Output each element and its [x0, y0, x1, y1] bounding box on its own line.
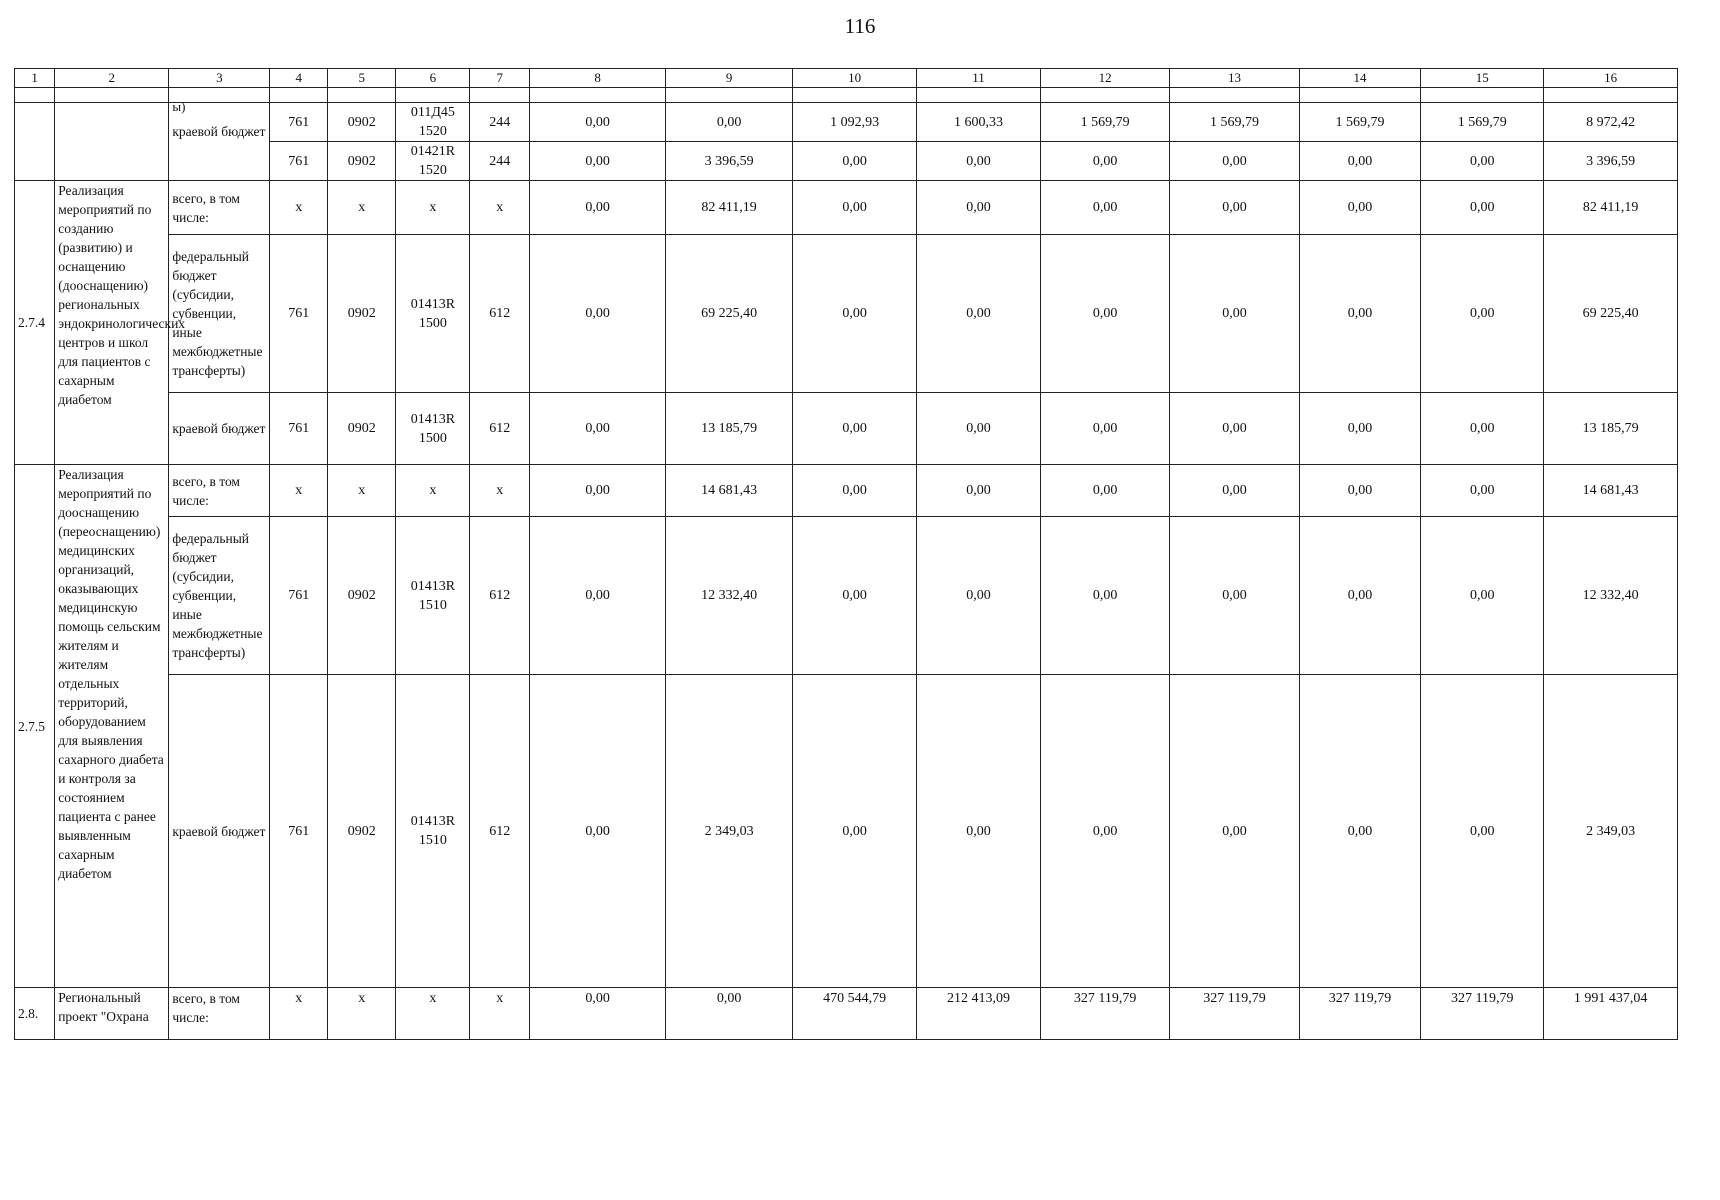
code-cell-4: 761: [270, 517, 328, 675]
funding-source: федеральный бюджет (субсидии, субвенции, иные межбюджетные трансферты): [169, 235, 270, 393]
value-cell: 0,00: [1299, 675, 1421, 988]
funding-source: краевой бюджет: [169, 675, 270, 988]
column-header: 7: [470, 69, 530, 88]
item-description: Региональный проект "Охрана: [55, 988, 169, 1040]
code-cell-5: х: [328, 181, 396, 235]
value-cell: 0,00: [1299, 517, 1421, 675]
column-header: 16: [1544, 69, 1678, 88]
value-cell: 0,00: [530, 235, 666, 393]
empty-cell: [1421, 88, 1544, 103]
value-cell: 0,00: [1421, 517, 1544, 675]
value-cell: 0,00: [793, 235, 917, 393]
value-cell: 8 972,42: [1544, 103, 1678, 142]
empty-cell: [793, 88, 917, 103]
item-description: Реализация мероприятий по созданию (развитию) и оснащению (дооснащению) региональных эндокринологических центров и школ для пациентов с сахарным диабетом: [55, 181, 169, 465]
value-cell: 0,00: [1170, 675, 1299, 988]
item-number: 2.8.: [15, 988, 55, 1040]
value-cell: 0,00: [530, 142, 666, 181]
item-row: [15, 465, 1678, 517]
code-cell-7: 612: [470, 393, 530, 465]
value-cell: 212 413,09: [917, 988, 1041, 1040]
value-cell: 0,00: [1170, 517, 1299, 675]
value-cell: 1 600,33: [917, 103, 1041, 142]
code-cell-7: 244: [470, 103, 530, 142]
page-number: 116: [844, 14, 876, 38]
column-header: 4: [270, 69, 328, 88]
funding-source: всего, в том числе:: [169, 181, 270, 235]
code-cell-4: х: [270, 988, 328, 1040]
value-cell: 12 332,40: [1544, 517, 1678, 675]
code-cell-7: х: [470, 181, 530, 235]
value-cell: 1 092,93: [793, 103, 917, 142]
value-cell: 0,00: [917, 517, 1041, 675]
value-cell: 0,00: [1421, 465, 1544, 517]
funding-source: краевой бюджет: [169, 393, 270, 465]
value-cell: 0,00: [917, 142, 1041, 181]
item-row: [15, 235, 1678, 393]
item-number: 2.7.5: [15, 465, 55, 988]
value-cell: 0,00: [1040, 675, 1169, 988]
empty-cell: [55, 88, 169, 103]
code-cell-6: 01421R 1520: [396, 142, 470, 181]
code-cell-4: 761: [270, 142, 328, 181]
value-cell: 0,00: [530, 675, 666, 988]
value-cell: 3 396,59: [1544, 142, 1678, 181]
value-cell: 1 569,79: [1421, 103, 1544, 142]
value-cell: 0,00: [1040, 517, 1169, 675]
code-cell-6: х: [396, 465, 470, 517]
code-cell-6: 01413R 1500: [396, 393, 470, 465]
funding-source-cell: [169, 99, 270, 181]
column-header: 14: [1299, 69, 1421, 88]
empty-cell: [666, 88, 793, 103]
value-cell: 0,00: [1040, 235, 1169, 393]
value-cell: 0,00: [793, 675, 917, 988]
code-cell-4: 761: [270, 393, 328, 465]
code-cell-4: 761: [270, 675, 328, 988]
code-cell-5: 0902: [328, 393, 396, 465]
funding-source-label: краевой бюджет: [172, 124, 266, 139]
code-cell-7: 612: [470, 235, 530, 393]
code-cell-5: 0902: [328, 103, 396, 142]
empty-cell: [15, 88, 55, 103]
value-cell: 0,00: [530, 393, 666, 465]
value-cell: 0,00: [1170, 142, 1299, 181]
value-cell: 327 119,79: [1170, 988, 1299, 1040]
column-header: 12: [1040, 69, 1169, 88]
value-cell: 14 681,43: [666, 465, 793, 517]
value-cell: 2 349,03: [1544, 675, 1678, 988]
code-cell-5: х: [328, 988, 396, 1040]
value-cell: 0,00: [1040, 142, 1169, 181]
empty-cell: [470, 88, 530, 103]
column-header: 2: [55, 69, 169, 88]
value-cell: 1 569,79: [1040, 103, 1169, 142]
value-cell: 12 332,40: [666, 517, 793, 675]
code-cell-6: х: [396, 988, 470, 1040]
column-header: 8: [530, 69, 666, 88]
code-cell-5: 0902: [328, 517, 396, 675]
column-header: 1: [15, 69, 55, 88]
table-body: [15, 69, 1678, 1040]
value-cell: 0,00: [666, 103, 793, 142]
code-cell-4: х: [270, 181, 328, 235]
value-cell: 2 349,03: [666, 675, 793, 988]
truncated-text: ы): [172, 99, 186, 114]
value-cell: 1 991 437,04: [1544, 988, 1678, 1040]
cont-row: [15, 103, 1678, 142]
code-cell-6: х: [396, 181, 470, 235]
empty-cell: [917, 88, 1041, 103]
funding-source: всего, в том числе:: [169, 465, 270, 517]
column-header: 9: [666, 69, 793, 88]
code-cell-4: 761: [270, 103, 328, 142]
code-cell-5: 0902: [328, 235, 396, 393]
empty-cell: [15, 103, 55, 181]
column-header: 11: [917, 69, 1041, 88]
code-cell-6: 011Д45 1520: [396, 103, 470, 142]
value-cell: 69 225,40: [1544, 235, 1678, 393]
code-cell-7: 244: [470, 142, 530, 181]
value-cell: 0,00: [1299, 235, 1421, 393]
code-cell-7: х: [470, 988, 530, 1040]
code-cell-7: 612: [470, 675, 530, 988]
value-cell: 0,00: [793, 181, 917, 235]
code-cell-6: 01413R 1510: [396, 675, 470, 988]
value-cell: 0,00: [1299, 393, 1421, 465]
empty-cell: [1170, 88, 1299, 103]
code-cell-4: 761: [270, 235, 328, 393]
value-cell: 13 185,79: [666, 393, 793, 465]
item-row: [15, 988, 1678, 1040]
value-cell: 82 411,19: [666, 181, 793, 235]
value-cell: 0,00: [1421, 675, 1544, 988]
budget-table: [14, 68, 1678, 1040]
value-cell: 0,00: [1040, 393, 1169, 465]
empty-cell: [55, 103, 169, 181]
funding-source: федеральный бюджет (субсидии, субвенции, иные межбюджетные трансферты): [169, 517, 270, 675]
spacer-row: [15, 88, 1678, 103]
value-cell: 327 119,79: [1040, 988, 1169, 1040]
item-description: Реализация мероприятий по дооснащению (переоснащению) медицинских организаций, оказывающих медицинскую помощь сельским жителям и жителям отдельных территорий, оборудованием для выявления сахарного диабета и контроля за состоянием пациента с ранее выявленным сахарным диабетом: [55, 465, 169, 988]
empty-cell: [396, 88, 470, 103]
value-cell: 0,00: [793, 393, 917, 465]
value-cell: 0,00: [1170, 181, 1299, 235]
empty-cell: [270, 88, 328, 103]
code-cell-6: 01413R 1500: [396, 235, 470, 393]
value-cell: 0,00: [1299, 181, 1421, 235]
header-row: [15, 69, 1678, 88]
item-row: [15, 181, 1678, 235]
empty-cell: [530, 88, 666, 103]
item-row: [15, 393, 1678, 465]
code-cell-5: х: [328, 465, 396, 517]
empty-cell: [1040, 88, 1169, 103]
value-cell: 0,00: [917, 393, 1041, 465]
column-header: 5: [328, 69, 396, 88]
column-header: 3: [169, 69, 270, 88]
empty-cell: [328, 88, 396, 103]
code-cell-7: х: [470, 465, 530, 517]
value-cell: 327 119,79: [1299, 988, 1421, 1040]
value-cell: 0,00: [793, 517, 917, 675]
value-cell: 0,00: [1040, 465, 1169, 517]
value-cell: 69 225,40: [666, 235, 793, 393]
value-cell: 0,00: [530, 465, 666, 517]
empty-cell: [1299, 88, 1421, 103]
item-row: [15, 517, 1678, 675]
value-cell: 0,00: [917, 181, 1041, 235]
value-cell: 0,00: [1421, 142, 1544, 181]
value-cell: 0,00: [530, 181, 666, 235]
value-cell: 0,00: [917, 465, 1041, 517]
value-cell: 470 544,79: [793, 988, 917, 1040]
value-cell: 0,00: [1170, 235, 1299, 393]
value-cell: 0,00: [1299, 142, 1421, 181]
code-cell-5: 0902: [328, 675, 396, 988]
column-header: 13: [1170, 69, 1299, 88]
column-header: 15: [1421, 69, 1544, 88]
item-number: 2.7.4: [15, 181, 55, 465]
value-cell: 0,00: [917, 235, 1041, 393]
funding-source: всего, в том числе:: [169, 988, 270, 1040]
value-cell: 1 569,79: [1299, 103, 1421, 142]
value-cell: 3 396,59: [666, 142, 793, 181]
code-cell-4: х: [270, 465, 328, 517]
value-cell: 0,00: [793, 465, 917, 517]
code-cell-6: 01413R 1510: [396, 517, 470, 675]
value-cell: 1 569,79: [1170, 103, 1299, 142]
value-cell: 0,00: [530, 103, 666, 142]
value-cell: 0,00: [1299, 465, 1421, 517]
column-header: 6: [396, 69, 470, 88]
value-cell: 13 185,79: [1544, 393, 1678, 465]
value-cell: 0,00: [1170, 465, 1299, 517]
value-cell: 0,00: [530, 517, 666, 675]
value-cell: 327 119,79: [1421, 988, 1544, 1040]
value-cell: 82 411,19: [1544, 181, 1678, 235]
code-cell-5: 0902: [328, 142, 396, 181]
value-cell: 0,00: [1421, 235, 1544, 393]
empty-cell: [1544, 88, 1678, 103]
value-cell: 0,00: [1170, 393, 1299, 465]
value-cell: 0,00: [793, 142, 917, 181]
item-row: [15, 675, 1678, 988]
value-cell: 0,00: [917, 675, 1041, 988]
value-cell: 0,00: [1421, 393, 1544, 465]
value-cell: 0,00: [1421, 181, 1544, 235]
code-cell-7: 612: [470, 517, 530, 675]
column-header: 10: [793, 69, 917, 88]
value-cell: 0,00: [530, 988, 666, 1040]
value-cell: 0,00: [1040, 181, 1169, 235]
value-cell: 14 681,43: [1544, 465, 1678, 517]
value-cell: 0,00: [666, 988, 793, 1040]
